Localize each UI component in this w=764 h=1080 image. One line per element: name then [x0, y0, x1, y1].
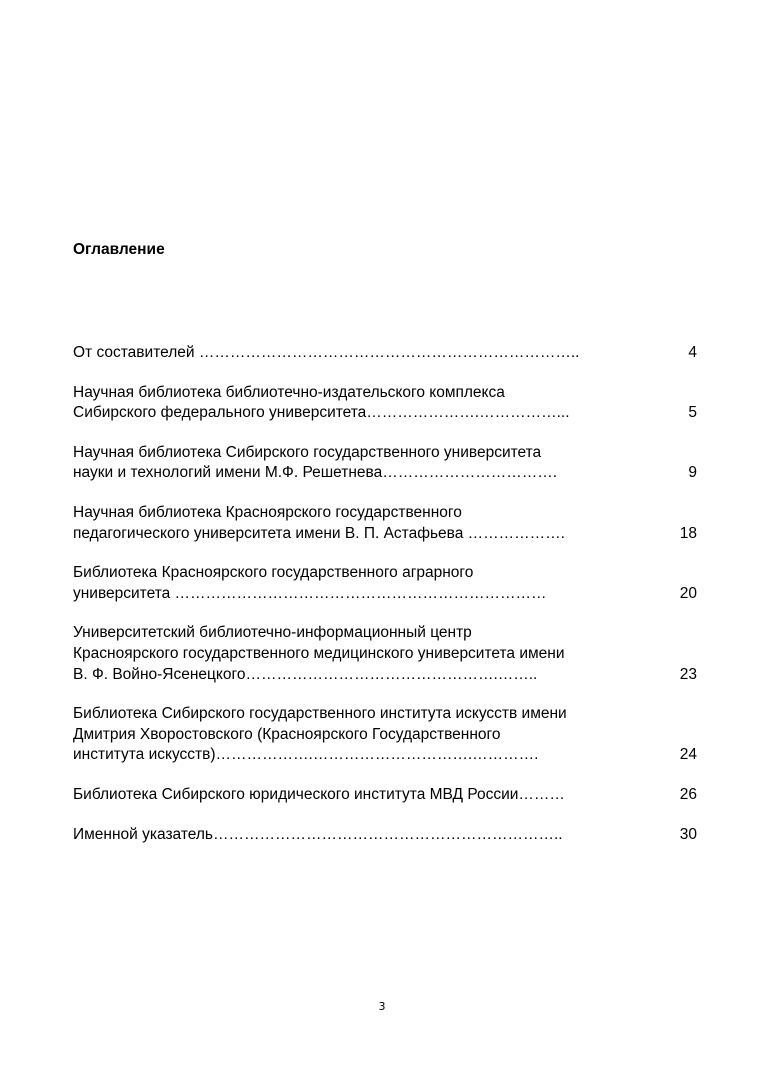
toc-entry-title: Научная библиотека Красноярского государственного педагогического университета имени В. П. Астафьева ………………. [73, 503, 565, 542]
toc-entry-title: Библиотека Сибирского юридического института МВД России……… [73, 785, 565, 803]
toc-entry-ksmu-center [73, 623, 697, 685]
toc-entry-title: Библиотека Красноярского государственного аграрного университета ……………………………………………………………… [73, 564, 547, 602]
toc-entry-compilers [73, 343, 697, 364]
toc-entry-page: 4 [688, 344, 697, 361]
toc-entry-title: Научная библиотека Сибирского государственного университета науки и технологий имени М.Ф. Решетнева……………………………. [73, 443, 558, 482]
toc-entry-page: 20 [679, 584, 697, 602]
toc-entry-page: 30 [679, 825, 697, 843]
toc-entry-sibgu-library [73, 443, 697, 484]
toc-entry-title: Именной указатель………………………………………………………….. [73, 825, 563, 843]
page-number: 3 [378, 1000, 386, 1013]
toc-entry-title: Библиотека Сибирского государственного института искусств имени Дмитрия Хворостовского (Красноярского Государственного института искусств)……………….………………………….…………. [73, 705, 567, 764]
table-of-contents [73, 343, 697, 864]
page-title: Оглавление [73, 241, 165, 258]
toc-entry-sfu-library [73, 383, 697, 424]
toc-entry-title: Университетский библиотечно-информационный центр Красноярского государственного медицинского университета имени В. Ф. Войно-Ясенецкого………………………………………….…….. [73, 624, 565, 683]
toc-entry-page: 26 [679, 785, 697, 803]
toc-entry-title: Научная библиотека библиотечно-издательского комплекса Сибирского федерального университета………………….……………... [73, 383, 570, 422]
toc-entry-page: 24 [679, 746, 697, 764]
toc-entry-page: 5 [688, 404, 697, 422]
toc-entry-title: От составителей ……………………………………………………………….. [73, 344, 580, 361]
toc-entry-sibui-library [73, 785, 697, 806]
toc-entry-kspu-library [73, 503, 697, 544]
toc-entry-page: 23 [679, 665, 697, 683]
toc-entry-page: 9 [688, 464, 697, 482]
toc-entry-name-index [73, 825, 697, 846]
toc-entry-page: 18 [679, 524, 697, 542]
toc-entry-ksau-library [73, 563, 697, 604]
toc-entry-sgii-library [73, 704, 697, 766]
